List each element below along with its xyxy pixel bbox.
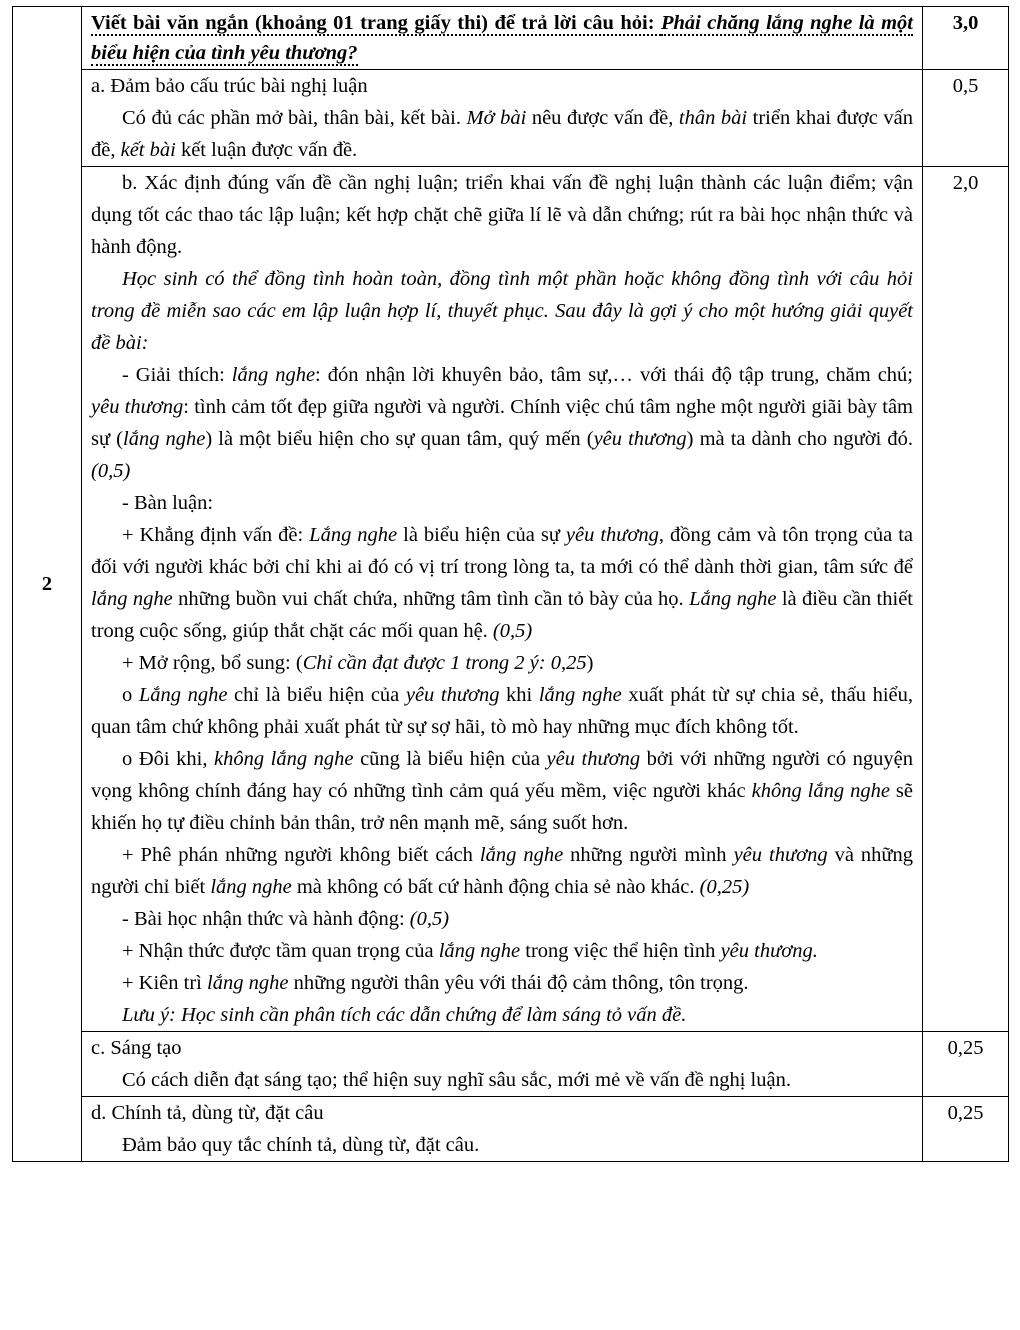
section-a-row [13, 70, 1009, 167]
section-d-title: d. Chính tả, dùng từ, đặt câu [91, 1102, 324, 1124]
rubric-page [12, 6, 1008, 1162]
lesson-label: - Bài học nhận thức và hành động: (0,5) [122, 908, 450, 930]
section-d-body: Đảm bảo quy tắc chính tả, dùng từ, đặt câu. [122, 1134, 480, 1156]
section-b-guide: Học sinh có thể đồng tình hoàn toàn, đồng tình một phần hoặc không đồng tình với câu hỏi trong đề miễn sao các em lập luận hợp lí, thuyết phục. Sau đây là gợi ý cho một hướng giải quyết đề bài: [91, 268, 913, 354]
criticize-paragraph: + Phê phán những người không biết cách lắng nghe những người mình yêu thương và những người chỉ biết lắng nghe mà không có bất cứ hành động chia sẻ nào khác. (0,25) [91, 844, 914, 898]
total-score: 3,0 [923, 7, 1009, 70]
section-b-row [13, 167, 1009, 1032]
lesson-1-paragraph: + Nhận thức được tầm quan trọng của lắng nghe trong việc thể hiện tình yêu thương. [122, 940, 818, 962]
section-a-content [82, 70, 923, 167]
section-b-note: Lưu ý: Học sinh cần phân tích các dẫn chứng để làm sáng tỏ vấn đề. [122, 1004, 687, 1026]
bullet-2-paragraph: o Đôi khi, không lắng nghe cũng là biểu hiện của yêu thương bởi với những người có nguyện vọng không chính đáng hay có những tình cảm quá yếu mềm, việc người khác không lắng nghe sẽ khiến họ tự điều chỉnh bản thân, trở nên mạnh mẽ, sáng suốt hơn. [91, 748, 914, 834]
question-prompt [82, 7, 923, 70]
section-a-score: 0,5 [923, 70, 1009, 167]
affirm-paragraph: + Khẳng định vấn đề: Lắng nghe là biểu hiện của sự yêu thương, đồng cảm và tôn trọng của ta đối với người khác bởi chỉ khi ai đó có vị trí trong lòng ta, ta mới có thể dành thời gian, tâm sức để lắng nghe những buồn vui chất chứa, những tâm tình cần tỏ bày của họ. Lắng nghe là điều cần thiết trong cuộc sống, giúp thắt chặt các mối quan hệ. (0,5) [91, 524, 914, 642]
prompt-bold: Viết bài văn ngắn (khoảng 01 trang giấy thi) để trả lời câu hỏi: [91, 12, 661, 34]
expand-paragraph: + Mở rộng, bổ sung: (Chỉ cần đạt được 1 trong 2 ý: 0,25) [122, 652, 594, 674]
section-c-title: c. Sáng tạo [91, 1037, 182, 1059]
question-number: 2 [13, 7, 82, 1162]
section-b-intro: b. Xác định đúng vấn đề cần nghị luận; triển khai vấn đề nghị luận thành các luận điểm; vận dụng tốt các thao tác lập luận; kết hợp chặt chẽ giữa lí lẽ và dẫn chứng; rút ra bài học nhận thức và hành động. [91, 172, 913, 258]
rubric-header-row [13, 7, 1009, 70]
discuss-label: - Bàn luận: [122, 492, 214, 514]
section-a-title: a. Đảm bảo cấu trúc bài nghị luận [91, 75, 368, 97]
section-d-score: 0,25 [923, 1097, 1009, 1162]
section-c-body: Có cách diễn đạt sáng tạo; thể hiện suy nghĩ sâu sắc, mới mẻ về vấn đề nghị luận. [122, 1069, 791, 1091]
section-b-score: 2,0 [923, 167, 1009, 1032]
explain-paragraph: - Giải thích: lắng nghe: đón nhận lời khuyên bảo, tâm sự,… với thái độ tập trung, chăm chú; yêu thương: tình cảm tốt đẹp giữa người và người. Chính việc chú tâm nghe một người giãi bày tâm sự (lắng nghe) là một biểu hiện cho sự quan tâm, quý mến (yêu thương) mà ta dành cho người đó. (0,5) [91, 364, 914, 482]
section-d-row [13, 1097, 1009, 1162]
lesson-2-paragraph: + Kiên trì lắng nghe những người thân yêu với thái độ cảm thông, tôn trọng. [122, 972, 749, 994]
bullet-circle-icon: o [122, 684, 139, 706]
section-d-content [82, 1097, 923, 1162]
section-a-body: Có đủ các phần mở bài, thân bài, kết bài. Mở bài nêu được vấn đề, thân bài triển khai được vấn đề, kết bài kết luận được vấn đề. [91, 107, 913, 161]
section-c-score: 0,25 [923, 1032, 1009, 1097]
section-c-content [82, 1032, 923, 1097]
bullet-1-paragraph: o Lắng nghe chỉ là biểu hiện của yêu thương khi lắng nghe xuất phát từ sự chia sẻ, thấu hiểu, quan tâm chứ không phải xuất phát từ sự sợ hãi, tò mò hay những mục đích không tốt. [91, 684, 914, 738]
bullet-circle-icon: o [122, 748, 139, 770]
prompt-question: Phải chăng lắng nghe là một biểu hiện của tình yêu thương? [91, 12, 914, 64]
section-c-row [13, 1032, 1009, 1097]
section-b-content [82, 167, 923, 1032]
rubric-table [12, 6, 1009, 1162]
